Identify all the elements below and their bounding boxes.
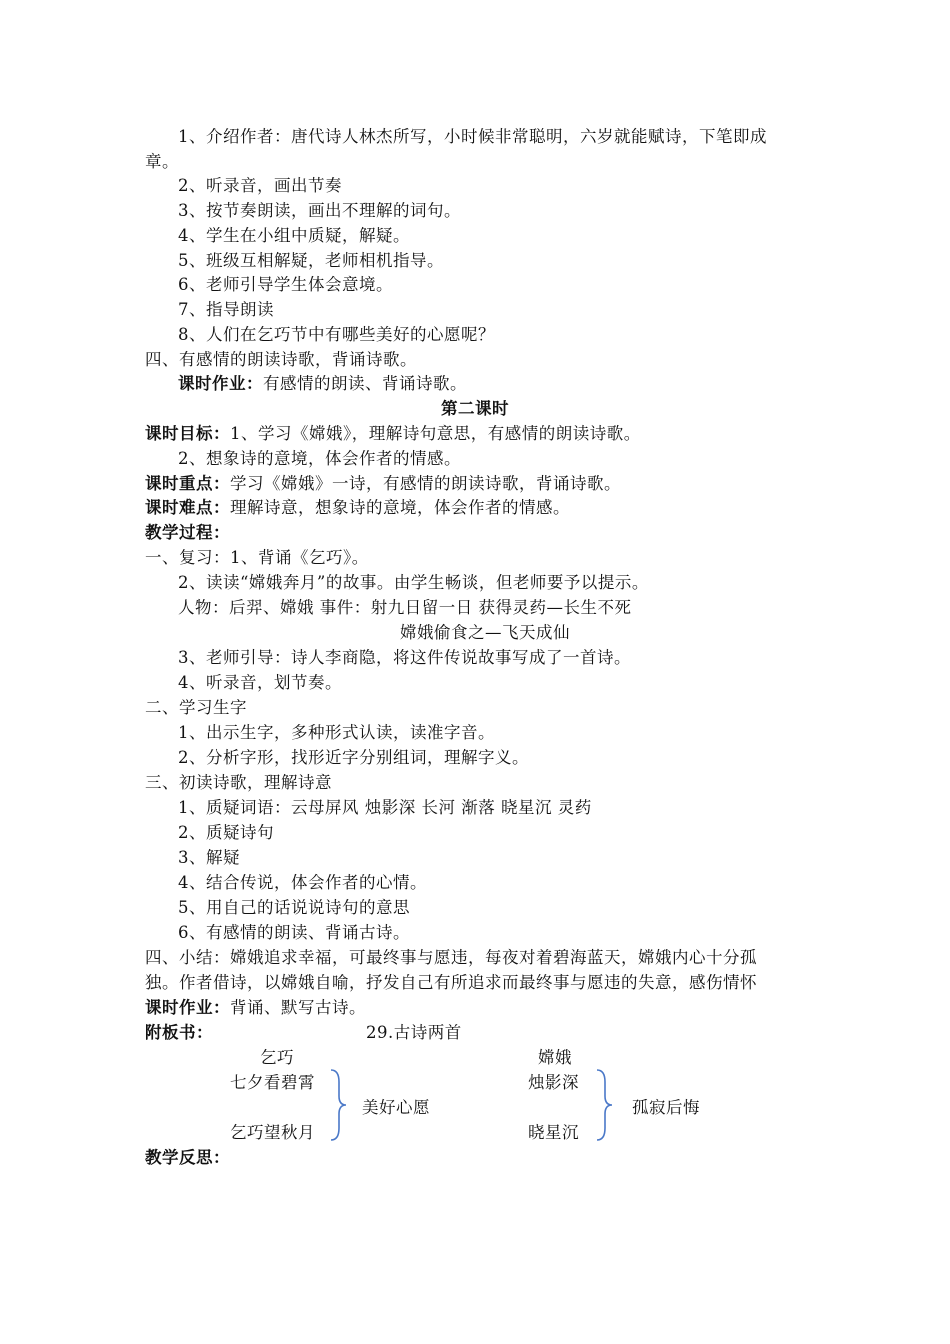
step-4: 4、学生在小组中质疑，解疑。: [178, 226, 410, 245]
review-1: 一、复习：1、背诵《乞巧》。: [145, 548, 369, 567]
process-label: 教学过程：: [145, 523, 230, 542]
board-title: 29.古诗两首: [366, 1023, 462, 1042]
read-3: 3、解疑: [178, 848, 240, 867]
poem1-theme: 美好心愿: [362, 1098, 430, 1117]
review-5: 3、老师引导：诗人李商隐，将这件传说故事写成了一首诗。: [178, 648, 631, 667]
reflection-label: 教学反思：: [145, 1148, 230, 1167]
lesson-title: 第二课时: [441, 399, 509, 418]
poem2-theme: 孤寂后悔: [632, 1098, 700, 1117]
review-4: 嫦娥偷食之—飞天成仙: [400, 623, 570, 642]
key-label: 课时重点：: [145, 474, 230, 493]
summary-line-a: 四、小结：嫦娥追求幸福，可最终事与愿违，每夜对着碧海蓝天，嫦娥内心十分孤: [145, 948, 757, 967]
homework-2-text: 背诵、默写古诗。: [230, 998, 366, 1017]
summary-line-b: 独。作者借诗，以嫦娥自喻，抒发自己有所追求而最终事与愿违的失意，感伤情怀: [145, 973, 757, 992]
read-6: 6、有感情的朗读、背诵古诗。: [178, 923, 410, 942]
poem2-line2: 晓星沉: [528, 1123, 579, 1142]
step-1-line-b: 章。: [145, 152, 179, 171]
read-5: 5、用自己的话说说诗句的意思: [178, 898, 410, 917]
poem1-line2: 乞巧望秋月: [230, 1123, 315, 1142]
review-2: 2、读读“嫦娥奔月”的故事。由学生畅谈，但老师要予以提示。: [178, 573, 649, 592]
step-2: 2、听录音，画出节奏: [178, 176, 342, 195]
read-2: 2、质疑诗句: [178, 823, 274, 842]
poem2-title: 嫦娥: [538, 1048, 572, 1067]
read-title: 三、初读诗歌，理解诗意: [145, 773, 332, 792]
poem2-line1: 烛影深: [528, 1073, 579, 1092]
step-8: 8、人们在乞巧节中有哪些美好的心愿呢？: [178, 325, 495, 344]
read-1: 1、质疑词语：云母屏风 烛影深 长河 渐落 晓星沉 灵药: [178, 798, 592, 817]
read-4: 4、结合传说，体会作者的心情。: [178, 873, 427, 892]
learn-title: 二、学习生字: [145, 698, 247, 717]
brace-left: [328, 1068, 350, 1142]
homework-2: [145, 997, 366, 1019]
poem1-title: 乞巧: [260, 1048, 294, 1067]
step-1-line-a: 1、介绍作者：唐代诗人林杰所写，小时候非常聪明，六岁就能赋诗，下笔即成: [178, 127, 767, 146]
lesson-difficulty: [145, 497, 570, 519]
homework-text: 有感情的朗读、背诵诗歌。: [263, 374, 467, 393]
brace-right: [594, 1068, 616, 1142]
goal-2: 2、想象诗的意境，体会作者的情感。: [178, 449, 461, 468]
learn-2: 2、分析字形，找形近字分别组词，理解字义。: [178, 748, 529, 767]
learn-1: 1、出示生字，多种形式认读，读准字音。: [178, 723, 495, 742]
board-label: 附板书：: [145, 1023, 213, 1042]
step-5: 5、班级互相解疑，老师相机指导。: [178, 251, 444, 270]
difficulty-text: 理解诗意，想象诗的意境，体会作者的情感。: [230, 498, 570, 517]
homework-2-label: 课时作业：: [145, 998, 230, 1017]
step-7: 7、指导朗读: [178, 300, 274, 319]
step-3: 3、按节奏朗读，画出不理解的词句。: [178, 201, 461, 220]
step-6: 6、老师引导学生体会意境。: [178, 275, 393, 294]
homework-label: 课时作业：: [178, 374, 263, 393]
section-four: 四、有感情的朗读诗歌，背诵诗歌。: [145, 350, 417, 369]
lesson-key: [145, 473, 621, 495]
goal-label: 课时目标：: [145, 424, 230, 443]
homework-1: [178, 373, 467, 395]
review-3: 人物：后羿、嫦娥 事件：射九日留一日 获得灵药—长生不死: [178, 598, 632, 617]
key-text: 学习《嫦娥》一诗，有感情的朗读诗歌，背诵诗歌。: [230, 474, 621, 493]
review-6: 4、听录音，划节奏。: [178, 673, 342, 692]
lesson-goal: [145, 423, 641, 445]
goal-text: 1、学习《嫦娥》，理解诗句意思，有感情的朗读诗歌。: [230, 424, 641, 443]
difficulty-label: 课时难点：: [145, 498, 230, 517]
poem1-line1: 七夕看碧霄: [230, 1073, 315, 1092]
